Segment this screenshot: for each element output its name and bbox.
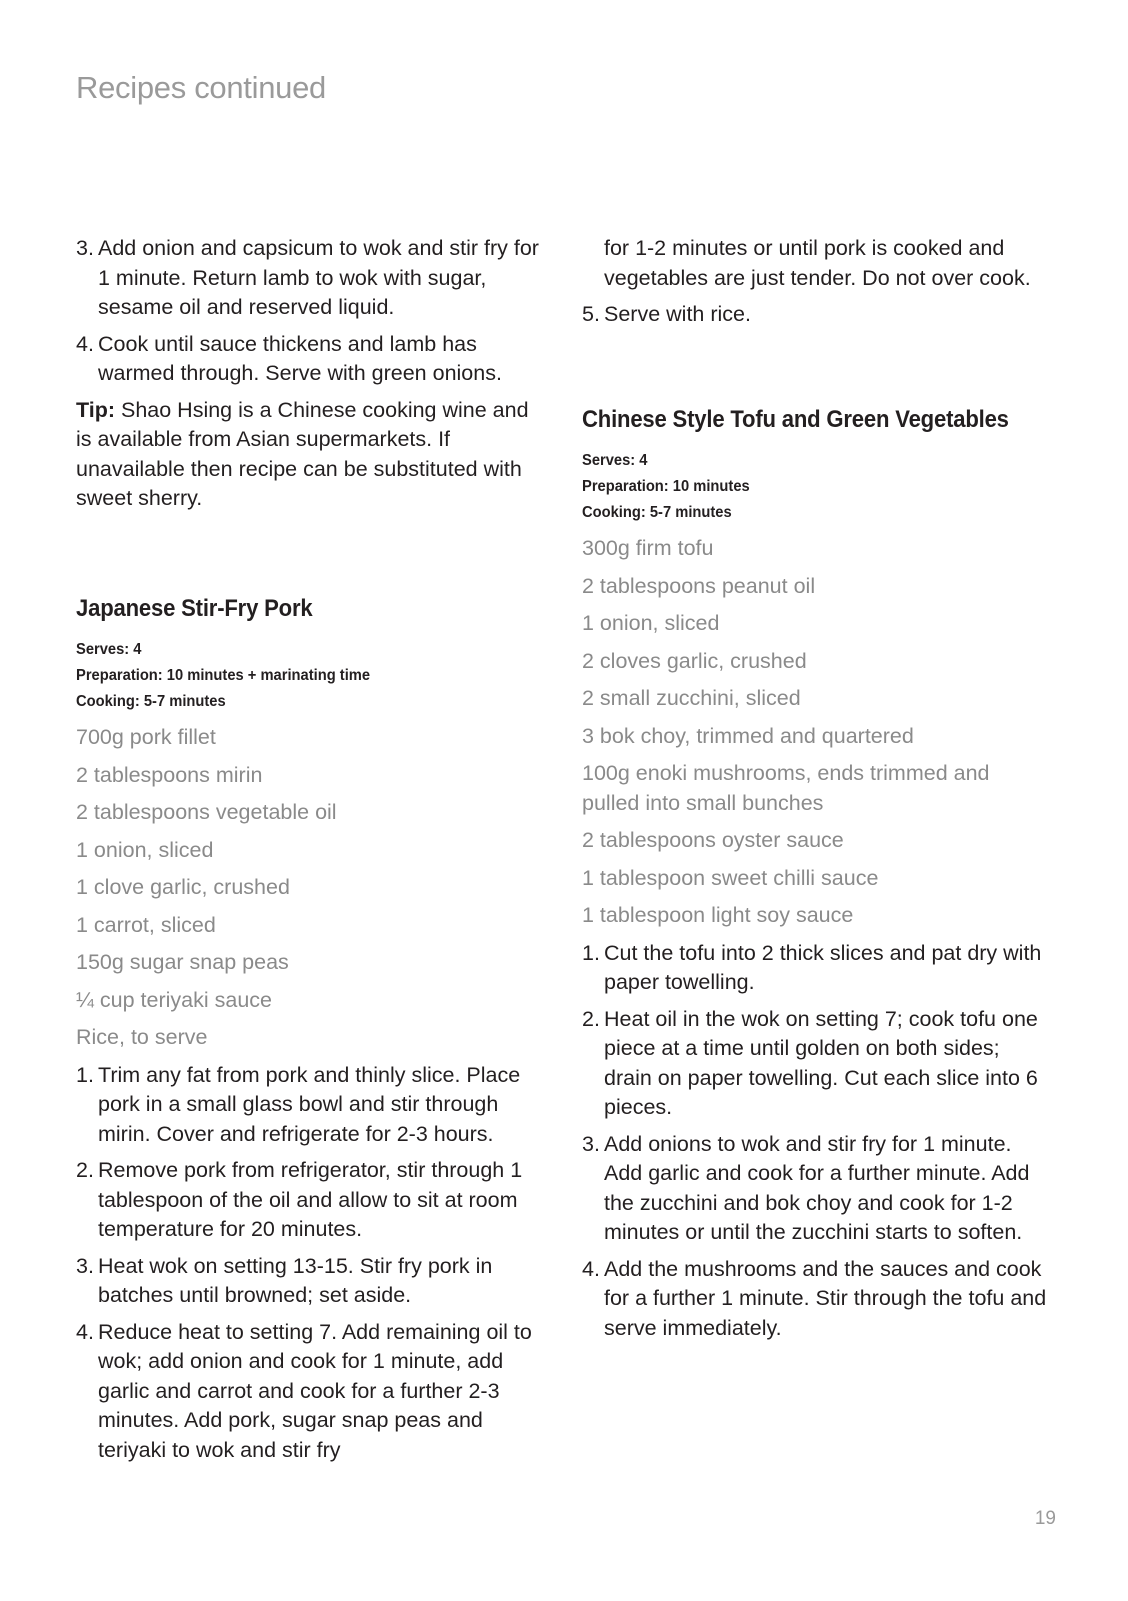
- ingredients-list: [582, 534, 1052, 931]
- ingredient-item: 3 bok choy, trimmed and quartered: [582, 723, 914, 748]
- continued-step-text: for 1-2 minutes or until pork is cooked and vegetables are just tender. Do not over cook.: [604, 236, 1031, 290]
- recipe-serves: Serves: 4: [76, 641, 142, 658]
- step-text: Cut the tofu into 2 thick slices and pat dry with paper towelling.: [604, 940, 1042, 994]
- step-item: [76, 1318, 546, 1466]
- page-header-title: Recipes continued: [76, 70, 326, 105]
- step-number: 2.: [582, 1006, 600, 1031]
- step-number: 5.: [582, 302, 600, 326]
- recipe-title: Japanese Stir-Fry Pork: [76, 594, 313, 622]
- step-item: [76, 1061, 546, 1150]
- page-number: 19: [1034, 1508, 1056, 1529]
- step-text: Cook until sauce thickens and lamb has warmed through. Serve with green onions.: [98, 331, 502, 385]
- step-item: [76, 330, 546, 389]
- step-number: 3.: [582, 1131, 600, 1156]
- ingredient-item: 1 onion, sliced: [76, 837, 214, 862]
- method-steps-list: [582, 939, 1052, 1344]
- ingredient-item: 2 tablespoons oyster sauce: [582, 828, 844, 852]
- step-item: [582, 1005, 1052, 1123]
- ingredients-list: [76, 723, 546, 1053]
- recipe-cooking: Cooking: 5-7 minutes: [582, 504, 732, 521]
- step-text: Trim any fat from pork and thinly slice. Place pork in a small glass bowl and stir through mirin. Cover and refrigerate for 2-3 hours.: [98, 1062, 521, 1146]
- ingredient-item: Rice, to serve: [76, 1025, 208, 1049]
- recipe-cooking: Cooking: 5-7 minutes: [76, 693, 226, 710]
- ingredient-item: ¼ cup teriyaki sauce: [76, 987, 272, 1012]
- tip-text: Shao Hsing is a Chinese cooking wine and is available from Asian supermarkets. If unavailable then recipe can be substituted with sweet sherry.: [76, 397, 529, 510]
- continued-steps-list: [76, 234, 546, 389]
- step-item: [582, 939, 1052, 998]
- step-number: 4.: [582, 1256, 600, 1281]
- ingredient-item: 700g pork fillet: [76, 725, 216, 749]
- ingredient-item: 1 onion, sliced: [582, 611, 720, 635]
- ingredient-item: 2 tablespoons vegetable oil: [76, 800, 337, 824]
- tip-paragraph: [76, 396, 546, 514]
- step-number: 4.: [76, 1319, 94, 1344]
- step-text: Add the mushrooms and the sauces and cook for a further 1 minute. Stir through the tofu and serve immediately.: [604, 1256, 1047, 1340]
- ingredient-item: 2 tablespoons peanut oil: [582, 573, 816, 598]
- ingredient-item: 2 cloves garlic, crushed: [582, 648, 807, 673]
- step-number: 3.: [76, 1253, 94, 1278]
- step-text: Reduce heat to setting 7. Add remaining oil to wok; add onion and cook for 1 minute, add garlic and carrot and cook for a further 2-3 minutes. Add pork, sugar snap peas and teriyaki to wok and stir fry: [98, 1319, 532, 1462]
- ingredient-item: 1 clove garlic, crushed: [76, 875, 290, 899]
- step-text: Add onions to wok and stir fry for 1 minute. Add garlic and cook for a further minute. Add the zucchini and bok choy and cook for 1-2 minutes or until the zucchini starts to soften.: [604, 1131, 1030, 1244]
- recipe-serves: Serves: 4: [582, 452, 648, 469]
- left-column: [76, 234, 546, 1472]
- step-item: [582, 1255, 1052, 1344]
- step-number: 2.: [76, 1158, 94, 1182]
- continued-steps-list: [582, 300, 1052, 330]
- method-steps-list: [76, 1061, 546, 1466]
- ingredient-item: 1 tablespoon sweet chilli sauce: [582, 865, 879, 890]
- ingredient-item: 300g firm tofu: [582, 536, 714, 560]
- step-item: [76, 1252, 546, 1311]
- step-number: 1.: [76, 1062, 94, 1087]
- step-item: [582, 1130, 1052, 1248]
- ingredient-item: 2 tablespoons mirin: [76, 762, 263, 787]
- recipe-preparation: Preparation: 10 minutes + marinating time: [76, 667, 371, 684]
- right-column: [582, 234, 1052, 1350]
- ingredient-item: 2 small zucchini, sliced: [582, 686, 801, 710]
- ingredient-item: 100g enoki mushrooms, ends trimmed and pulled into small bunches: [582, 761, 990, 815]
- spacer: [76, 514, 546, 594]
- step-number: 3.: [76, 236, 94, 260]
- ingredient-item: 150g sugar snap peas: [76, 950, 289, 974]
- step-text: Serve with rice.: [604, 302, 751, 326]
- spacer: [582, 337, 1052, 405]
- step-text: Heat oil in the wok on setting 7; cook tofu one piece at a time until golden on both sides; drain on paper towelling. Cut each slice into 6 pieces.: [604, 1006, 1038, 1119]
- ingredient-item: 1 tablespoon light soy sauce: [582, 903, 854, 927]
- ingredient-item: 1 carrot, sliced: [76, 912, 216, 937]
- step-text: Heat wok on setting 13-15. Stir fry pork in batches until browned; set aside.: [98, 1253, 493, 1307]
- recipe-title: Chinese Style Tofu and Green Vegetables: [582, 405, 1009, 433]
- step-number: 4.: [76, 331, 94, 356]
- step-text: Add onion and capsicum to wok and stir fry for 1 minute. Return lamb to wok with sugar, sesame oil and reserved liquid.: [98, 236, 539, 319]
- step-item: [76, 1156, 546, 1245]
- step-item: [582, 300, 1052, 330]
- tip-label: Tip:: [76, 397, 116, 422]
- step-number: 1.: [582, 940, 600, 965]
- step-text: Remove pork from refrigerator, stir through 1 tablespoon of the oil and allow to sit at room temperature for 20 minutes.: [98, 1158, 523, 1241]
- recipe-preparation: Preparation: 10 minutes: [582, 478, 750, 495]
- step-item: [76, 234, 546, 323]
